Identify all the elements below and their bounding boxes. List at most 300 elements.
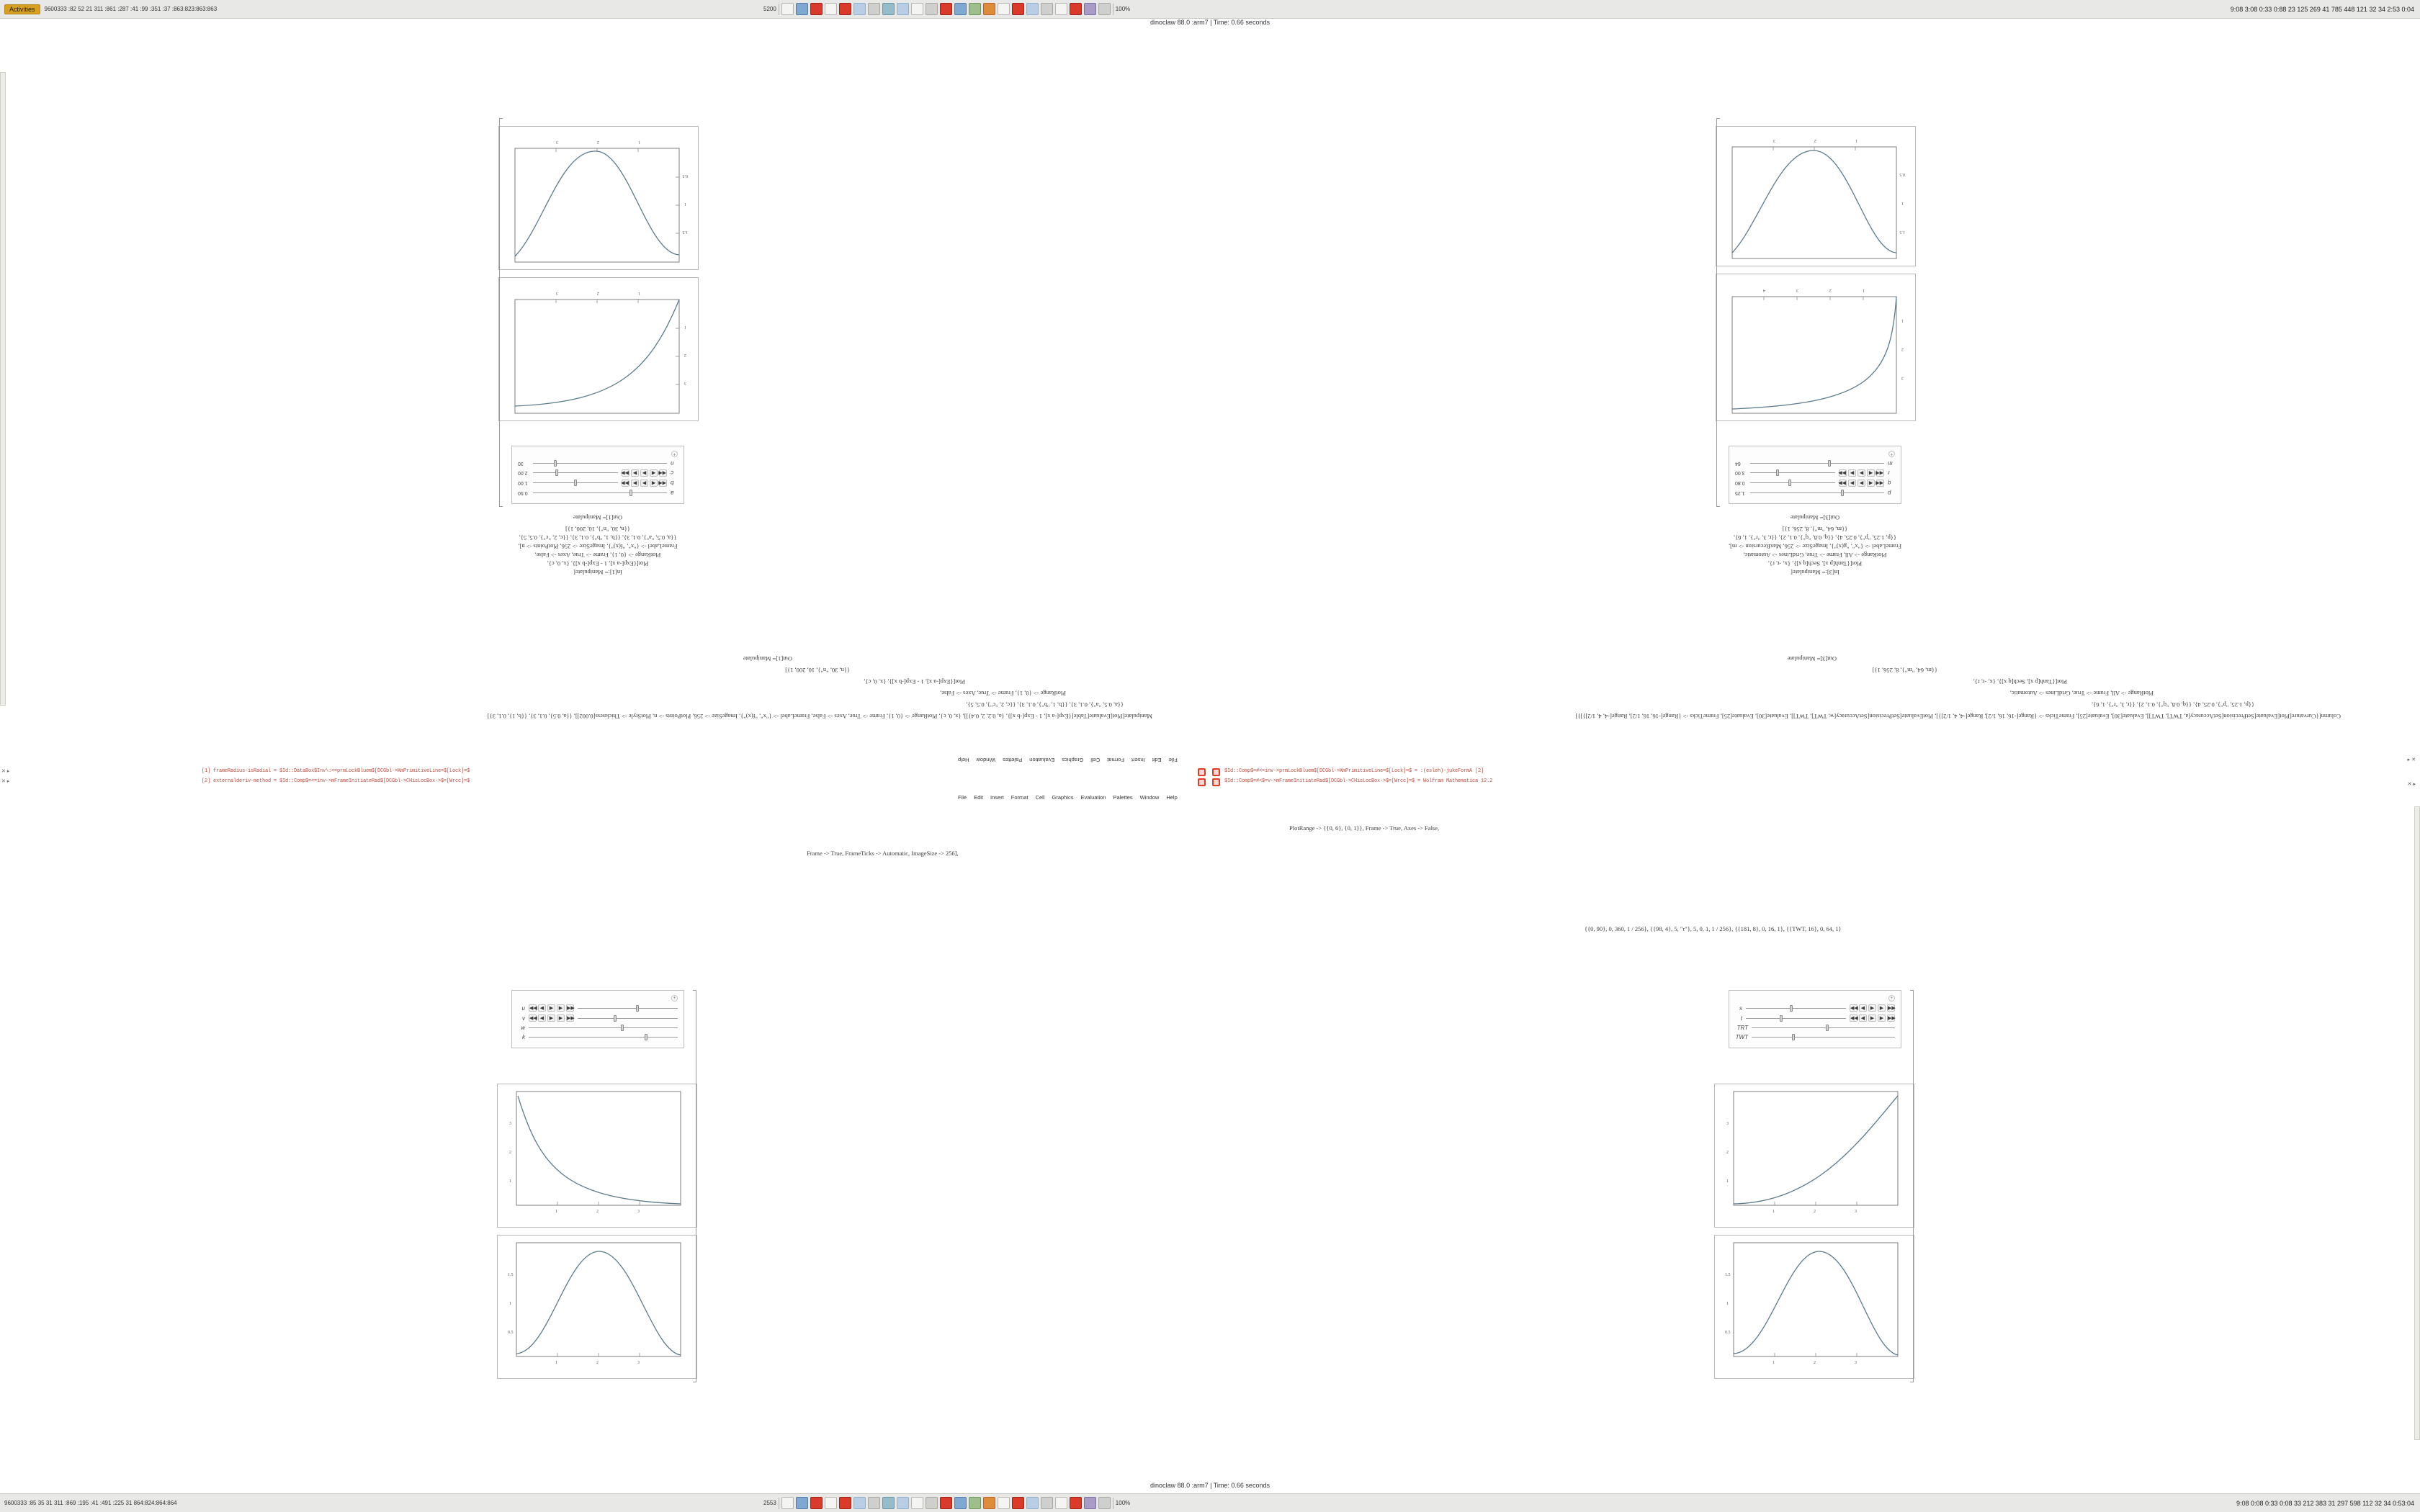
image-icon[interactable] (882, 1497, 895, 1509)
svg-text:2: 2 (509, 1151, 511, 1155)
step-forward-icon[interactable]: ▶ (1848, 469, 1856, 477)
svg-text:1: 1 (684, 325, 686, 329)
svg-text:1: 1 (1901, 201, 1904, 205)
animator-buttons[interactable] (622, 480, 667, 487)
code-line: Out[3]= Manipulate (1790, 514, 1840, 521)
menu-bar-mirrored[interactable] (958, 757, 1178, 763)
window-title-top: dinoclaw 88.0 :arm7 | Time: 0.66 seconds (1150, 19, 1270, 26)
step-back-icon[interactable]: ◀ (1867, 480, 1875, 487)
svg-text:3: 3 (1855, 1361, 1857, 1365)
control-label: p (1888, 490, 1891, 496)
svg-text:4: 4 (1763, 288, 1765, 292)
svg-text:3: 3 (509, 1122, 511, 1126)
svg-text:0.5: 0.5 (682, 174, 688, 178)
notebook-pane-bottom-left (497, 990, 699, 1444)
python-icon[interactable] (1041, 1497, 1053, 1509)
menu-item-cell[interactable]: Cell (1090, 757, 1101, 763)
control-value: 1.25 (1735, 490, 1745, 495)
control-label: k (522, 1034, 525, 1040)
window-controls-right-2[interactable]: ✕ ▸ (2407, 782, 2416, 787)
menu-item-help[interactable]: Help (1166, 794, 1178, 801)
top-system-bar (0, 0, 2420, 19)
step-back-icon[interactable]: ◀ (650, 469, 658, 477)
video-icon[interactable] (954, 3, 967, 15)
control-row[interactable] (1735, 460, 1895, 467)
svg-text:3: 3 (1726, 1122, 1729, 1126)
slider-trt[interactable] (1752, 1025, 1895, 1031)
code-line: Manipulate[Plot[Evaluate[Table[{Exp[-a x], 1 - Exp[-b x]}, {a, 0.2, 2, 0.4}]], {x, 0, c}, PlotRange -> {0, 1}, Frame -> True, Axes -> False, FrameLabel -> {"x", "f(x)"}, ImageSize -> 256, PlotPoints -> n, PlotStyle -> Thickness[0.002]], {{a, 0.5}, 0.1, 3}, {{b, 1}, 0.1, 3}] (487, 713, 1152, 720)
svg-text:1: 1 (1773, 1361, 1775, 1365)
network-icon[interactable] (1026, 1497, 1039, 1509)
database-icon[interactable] (1012, 1497, 1024, 1509)
notebook-pane-top-right (1714, 86, 1916, 576)
animator-buttons[interactable] (1839, 469, 1884, 477)
taskbar-index: 5200 (763, 6, 776, 12)
animator-buttons[interactable] (1839, 480, 1884, 487)
svg-text:1.5: 1.5 (508, 1273, 514, 1277)
code-line: Out[1]= Manipulate (573, 514, 623, 521)
long-code-line-values: {{0, 90}, 0, 360, 1 / 256}, {{98, 4}, 5, "r"}, 5, 0, 1, 1 / 256}, {{181, 8}, 0, 16, 1}, {{TWT, 16}, 0, 64, 1} (1585, 925, 1842, 932)
music-icon[interactable] (940, 3, 952, 15)
step-back-icon[interactable]: ◀ (1859, 1004, 1867, 1012)
control-row[interactable] (1735, 490, 1895, 496)
input-line-left[interactable]: [1] frameRadius-isRadial = $Id::DataBox$Inv\:<=prmLockBluem$[DCGbl->KmPrimitiveLine=$[Lock]=$ (202, 768, 470, 774)
slider-w[interactable] (529, 1025, 678, 1031)
slider-b[interactable] (533, 480, 618, 487)
manipulate-panel[interactable] (511, 446, 684, 504)
monitor-icon[interactable] (1055, 3, 1067, 15)
control-value: 1.00 (518, 480, 528, 486)
video-icon[interactable] (954, 1497, 967, 1509)
svg-text:2: 2 (684, 353, 686, 357)
menu-item-evaluation[interactable]: Evaluation (1029, 757, 1055, 763)
svg-text:3: 3 (1901, 376, 1904, 380)
long-code-line-left: Frame -> True, FrameTicks -> Automatic, ImageSize -> 256], (807, 850, 959, 857)
scrollbar-right[interactable] (2414, 806, 2420, 1440)
scrollbar-left[interactable] (0, 72, 6, 706)
svg-text:1: 1 (555, 1210, 557, 1214)
expand-icon[interactable]: + (671, 451, 678, 457)
slider-k[interactable] (529, 1034, 678, 1040)
animator-buttons[interactable] (622, 469, 667, 477)
editor-icon[interactable] (796, 1497, 808, 1509)
plot-svg (1715, 1236, 1914, 1378)
window-title-bottom: dinoclaw 88.0 :arm7 | Time: 0.66 seconds (1150, 1482, 1270, 1489)
code-line: Plot[{Exp[-a x], 1 - Exp[-b x]}, {x, 0, c}, (547, 560, 649, 567)
manipulate-panel[interactable] (511, 990, 684, 1048)
control-row[interactable] (1735, 1034, 1895, 1040)
input-line-left[interactable]: [2] externalderiv-method = $Id::Comp$=<=inv->mFrameInitiateRad$[DCGbl->CHisLocBox->$=[Wrcc]=$ (202, 778, 470, 784)
code-line: {{n, 30, "n"}, 10, 200, 1}] (785, 667, 850, 674)
slider-q[interactable] (1750, 480, 1835, 487)
code-line: PlotRange -> All, Frame -> True, GridLines -> Automatic, (1743, 552, 1887, 559)
chat-icon[interactable] (998, 1497, 1010, 1509)
code-block-left-middle (259, 626, 1152, 720)
control-row[interactable] (1735, 1014, 1895, 1022)
menu-item-file[interactable]: File (1168, 757, 1178, 763)
menu-bar[interactable] (958, 794, 1178, 801)
menu-item-window[interactable]: Window (1139, 794, 1160, 801)
python-icon[interactable] (1041, 3, 1053, 15)
svg-text:2: 2 (596, 1361, 599, 1365)
terminal-icon[interactable] (868, 1497, 880, 1509)
step-back-icon[interactable]: ◀ (1859, 1014, 1867, 1022)
svg-text:2: 2 (1726, 1151, 1729, 1155)
notebook-pane-top-left (497, 86, 699, 576)
play-icon[interactable]: ▶ (547, 1004, 555, 1012)
settings-icon[interactable] (969, 1497, 981, 1509)
mail-icon[interactable] (897, 1497, 909, 1509)
menu-item-graphics[interactable]: Graphics (1052, 794, 1074, 801)
selection-box-2[interactable] (1212, 768, 1220, 776)
plot-graphics-upper[interactable] (1714, 1084, 1914, 1228)
plot-graphics-lower[interactable] (1716, 274, 1916, 421)
close-icon-row-2[interactable]: ✕ ▸ (1, 779, 10, 784)
rewind-icon[interactable]: ◀◀ (529, 1016, 537, 1021)
plot-graphics-lower[interactable] (498, 277, 699, 421)
input-line-right[interactable]: $Id::Comp$=#<=inv->prmLockBluem$[DCGbl->KmPrimitiveLine=$[Lock]=$ = :(esleh)-jukeFormA [2] (1224, 768, 1484, 774)
host-info-top: 9600333 :82 52 21 311 :861 :287 :41 :99 :351 :37 :863:823:863:863 (44, 6, 218, 12)
svg-text:1.5: 1.5 (682, 230, 688, 234)
animator-buttons[interactable] (1850, 1014, 1895, 1022)
control-label: m (1888, 460, 1893, 467)
step-forward-icon[interactable]: ▶ (631, 469, 639, 477)
rewind-icon[interactable]: ◀◀ (1850, 1016, 1858, 1021)
plot-svg (1716, 274, 1915, 420)
menu-item-help[interactable]: Help (958, 757, 969, 763)
svg-text:2: 2 (1829, 288, 1832, 292)
notes-icon[interactable] (825, 1497, 837, 1509)
control-value: 3.00 (1735, 470, 1745, 476)
calc-icon[interactable] (911, 1497, 923, 1509)
control-row[interactable] (1735, 1025, 1895, 1031)
menu-item-insert[interactable]: Insert (990, 794, 1004, 801)
control-label: TRT (1736, 1025, 1748, 1031)
fast-forward-icon[interactable]: ▶▶ (567, 1016, 575, 1021)
svg-text:1: 1 (509, 1179, 511, 1184)
browser-icon[interactable] (853, 3, 866, 15)
animator-buttons[interactable] (529, 1004, 574, 1012)
code-line: {{a, 0.5, "a"}, 0.1, 3}, {{b, 1, "b"}, 0.1, 3}, {{c, 2, "c"}, 0.5, 5}, (966, 701, 1124, 708)
archive-icon[interactable] (926, 3, 938, 15)
step-forward-icon[interactable]: ▶ (631, 480, 639, 487)
plot-svg (498, 1084, 696, 1227)
files-icon[interactable] (781, 1497, 794, 1509)
clock-icon[interactable] (1098, 3, 1111, 15)
slider-n[interactable] (533, 460, 667, 467)
svg-text:3: 3 (637, 1210, 640, 1214)
rewind-icon[interactable]: ◀◀ (1850, 1006, 1858, 1011)
control-label: b (671, 480, 674, 487)
control-label: TWT (1735, 1034, 1748, 1040)
system-clock-top: 9:08 3:08 0:33 0:88 23 125 269 41 785 448 121 32 34 2:53 0:04 (2230, 5, 2414, 13)
control-row[interactable] (1735, 1004, 1895, 1012)
code-line: PlotRange -> {0, 1}, Frame -> True, Axes -> False, (940, 690, 1066, 697)
expand-icon[interactable]: + (671, 995, 678, 1002)
plot-svg (1715, 1084, 1914, 1227)
bottom-taskbar-icons[interactable] (763, 1497, 1130, 1509)
svg-text:3: 3 (1855, 1210, 1857, 1214)
terminal-icon[interactable] (868, 3, 880, 15)
control-row[interactable] (518, 1014, 678, 1022)
svg-text:1.5: 1.5 (1899, 230, 1905, 234)
svg-text:2: 2 (597, 140, 599, 144)
notes-icon[interactable] (825, 3, 837, 15)
control-row[interactable] (518, 1004, 678, 1012)
menu-item-window[interactable]: Window (976, 757, 996, 763)
svg-text:2: 2 (596, 1210, 599, 1214)
mail-icon[interactable] (897, 3, 909, 15)
slider-twt[interactable] (1752, 1034, 1895, 1040)
slider-u[interactable] (578, 1005, 678, 1012)
menu-item-insert[interactable]: Insert (1131, 757, 1145, 763)
control-value: 2.00 (518, 470, 528, 476)
svg-text:1: 1 (638, 140, 640, 144)
svg-text:1: 1 (1855, 138, 1857, 143)
monitor-icon[interactable] (1055, 1497, 1067, 1509)
svg-text:1: 1 (1863, 288, 1865, 292)
code-line: Column[{Curvature[Plot[Evaluate[SetPrecision[SetAccuracy[a, TWT], TWT]], Evaluate[30], Evaluate[25], FrameTicks -> {Range[-16, 16, 1/2], Range[-4, 4, 1/2]}], PlotEvaluate[SetPrecision[SetAccuracy[w, TWT], TWT]], Evaluate[30], Evaluate[25], FrameTicks -> {Range[-16, 16, 1/2], Range[-4, 4, 1/2]}]}] (1575, 713, 2341, 720)
selection-box-4[interactable] (1212, 778, 1220, 786)
editor-icon[interactable] (796, 3, 808, 15)
window-controls-right[interactable]: ▸ ✕ (2407, 757, 2416, 762)
selection-box-1[interactable] (1198, 768, 1206, 776)
control-row[interactable] (518, 490, 678, 496)
svg-text:0.5: 0.5 (1725, 1331, 1731, 1335)
plot-graphics-lower[interactable] (1714, 1235, 1914, 1379)
mathematica-icon[interactable] (810, 1497, 823, 1509)
settings-icon[interactable] (969, 3, 981, 15)
input-line-right[interactable]: $Id::Comp$=#<$=v->mFrameInitiateRad$[DCGbl->CHisLocBox->$=[Wrcc]=$ = Wolfram Mathematica 12.2 (1224, 778, 1493, 784)
close-icon-row-1[interactable]: ✕ ▸ (1, 769, 10, 774)
control-row[interactable] (1735, 469, 1895, 477)
top-taskbar-icons[interactable] (763, 3, 1130, 15)
plot-graphics-lower[interactable] (497, 1235, 697, 1379)
animator-buttons[interactable] (1850, 1004, 1895, 1012)
fast-forward-icon[interactable]: ▶▶ (1888, 1016, 1896, 1021)
fast-forward-icon[interactable]: ▶▶ (621, 480, 629, 485)
code-line: Out[1]= Manipulate (743, 655, 792, 662)
image-icon[interactable] (882, 3, 895, 15)
selection-box-3[interactable] (1198, 778, 1206, 786)
gimp-icon[interactable] (983, 1497, 995, 1509)
menu-item-edit[interactable]: Edit (1152, 757, 1162, 763)
calc-icon[interactable] (911, 3, 923, 15)
step-back-icon[interactable]: ◀ (538, 1004, 546, 1012)
database-icon[interactable] (1012, 3, 1024, 15)
slider-r[interactable] (1750, 470, 1835, 477)
svg-text:3: 3 (1796, 288, 1798, 292)
plot-svg (499, 127, 698, 269)
play-icon[interactable]: ▶ (1868, 1004, 1876, 1012)
music-icon[interactable] (940, 1497, 952, 1509)
fast-forward-icon[interactable]: ▶▶ (567, 1006, 575, 1011)
play-icon[interactable]: ▶ (547, 1014, 555, 1022)
chat-icon[interactable] (998, 3, 1010, 15)
svg-text:3: 3 (684, 381, 686, 385)
activities-button[interactable]: Activities (4, 4, 40, 14)
control-row[interactable] (518, 1034, 678, 1040)
plot-graphics-upper[interactable] (497, 1084, 697, 1228)
code-line: {{p, 1.25, "p"}, 0.25, 4}, {{q, 0.8, "q"}, 0.1, 2}, {{r, 3, "r"}, 1, 6}, (1734, 534, 1896, 541)
code-block-right-middle (1289, 626, 2341, 720)
recorder-icon[interactable] (839, 3, 851, 15)
camera-icon[interactable] (1070, 3, 1082, 15)
files-icon[interactable] (781, 3, 794, 15)
camera-icon[interactable] (1070, 1497, 1082, 1509)
code-line: Plot[{Exp[-a x], 1 - Exp[-b x]}, {x, 0, c}, (864, 678, 965, 685)
svg-text:1: 1 (509, 1302, 511, 1306)
play-icon[interactable]: ▶ (1857, 480, 1865, 487)
svg-text:1: 1 (1773, 1210, 1775, 1214)
menu-item-format[interactable]: Format (1107, 757, 1124, 763)
control-value: 0.80 (1735, 480, 1745, 486)
menu-item-cell[interactable]: Cell (1035, 794, 1045, 801)
clock-icon[interactable] (1098, 1497, 1111, 1509)
step-back-icon[interactable]: ◀ (1867, 469, 1875, 477)
fast-forward-icon[interactable]: ▶▶ (1888, 1006, 1896, 1011)
svg-text:1.5: 1.5 (1725, 1273, 1731, 1277)
slider-m[interactable] (1750, 460, 1884, 467)
svg-text:1: 1 (1726, 1179, 1729, 1184)
plot-graphics-upper[interactable] (1716, 126, 1916, 266)
input-line-row-1[interactable] (0, 768, 2420, 778)
plot-graphics-upper[interactable] (498, 126, 699, 270)
expand-icon[interactable]: + (1888, 451, 1895, 457)
play-icon[interactable]: ▶ (1857, 469, 1865, 477)
menu-item-graphics[interactable]: Graphics (1062, 757, 1084, 763)
code-line: {{m, 64, "m"}, 8, 256, 1}] (1872, 667, 1937, 674)
disk-icon[interactable] (1084, 3, 1096, 15)
manipulate-panel[interactable] (1729, 990, 1901, 1048)
cell-bracket[interactable] (499, 118, 503, 507)
recorder-icon[interactable] (839, 1497, 851, 1509)
play-icon[interactable]: ▶ (1868, 1014, 1876, 1022)
slider-c[interactable] (533, 470, 618, 477)
step-forward-icon[interactable]: ▶ (557, 1004, 565, 1012)
menu-item-palettes[interactable]: Palettes (1003, 757, 1023, 763)
gimp-icon[interactable] (983, 3, 995, 15)
animator-buttons[interactable] (529, 1014, 574, 1022)
slider-v[interactable] (578, 1015, 678, 1022)
control-label: r (1888, 469, 1890, 477)
fast-forward-icon[interactable]: ▶▶ (1838, 470, 1846, 475)
control-label: a (671, 490, 674, 496)
fast-forward-icon[interactable]: ▶▶ (621, 470, 629, 475)
svg-text:2: 2 (597, 291, 599, 295)
slider-t[interactable] (1746, 1015, 1846, 1022)
taskbar-index-bottom: 2553 (763, 1500, 776, 1506)
control-value: 0.50 (518, 490, 528, 495)
control-value: 30 (518, 461, 524, 466)
code-line: {{n, 30, "n"}, 10, 200, 1}] (565, 526, 630, 533)
svg-text:2: 2 (1901, 347, 1904, 351)
control-label: v (522, 1014, 525, 1022)
plot-svg (498, 1236, 696, 1378)
rewind-icon[interactable]: ◀◀ (1876, 480, 1883, 485)
control-label: q (1888, 480, 1891, 487)
system-clock-bottom: 9:08 0:08 0:33 0:08 33 212 383 31 297 598 112 32 34 0:53:04 (2236, 1499, 2414, 1507)
slider-s[interactable] (1746, 1005, 1846, 1012)
control-label: t (1740, 1014, 1742, 1022)
step-forward-icon[interactable]: ▶ (1878, 1014, 1886, 1022)
menu-item-palettes[interactable]: Palettes (1113, 794, 1133, 801)
rewind-icon[interactable]: ◀◀ (529, 1006, 537, 1011)
slider-a[interactable] (533, 490, 667, 496)
input-line-row-2[interactable] (0, 778, 2420, 788)
svg-text:2: 2 (1814, 138, 1816, 143)
step-forward-icon[interactable]: ▶ (557, 1014, 565, 1022)
step-back-icon[interactable]: ◀ (650, 480, 658, 487)
code-line: {{p, 1.25, "p"}, 0.25, 4}, {{q, 0.8, "q"}, 0.1, 2}, {{r, 3, "r"}, 1, 6}, (2092, 701, 2254, 708)
control-row[interactable] (518, 469, 678, 477)
control-row[interactable] (518, 1025, 678, 1031)
control-row[interactable] (1735, 480, 1895, 487)
expand-icon[interactable]: + (1888, 995, 1895, 1002)
rewind-icon[interactable]: ◀◀ (658, 470, 666, 475)
menu-item-file[interactable]: File (958, 794, 967, 801)
control-label: c (671, 469, 673, 477)
step-back-icon[interactable]: ◀ (538, 1014, 546, 1022)
svg-text:1: 1 (684, 202, 686, 206)
cell-bracket[interactable] (1716, 118, 1720, 507)
browser-icon[interactable] (853, 1497, 866, 1509)
cell-bracket[interactable] (1910, 990, 1914, 1382)
rewind-icon[interactable]: ◀◀ (658, 480, 666, 485)
fast-forward-icon[interactable]: ▶▶ (1838, 480, 1846, 485)
zoom-level-top[interactable]: 100% (1115, 6, 1131, 12)
svg-text:3: 3 (637, 1361, 640, 1365)
code-line: PlotRange -> {0, 1}, Frame -> True, Axes -> False, (534, 552, 661, 559)
long-code-line-right: PlotRange -> {{0, 6}, {0, 1}}, Frame -> True, Axes -> False, (1289, 824, 1440, 832)
step-forward-icon[interactable]: ▶ (1848, 480, 1856, 487)
manipulate-panel[interactable] (1729, 446, 1901, 504)
rewind-icon[interactable]: ◀◀ (1876, 470, 1883, 475)
slider-p[interactable] (1750, 490, 1884, 496)
svg-text:3: 3 (556, 291, 558, 295)
svg-text:2: 2 (1814, 1361, 1816, 1365)
host-info-bottom: 9600333 :85 35 31 311 :869 :195 :41 :491 :225 31 864:824:864:864 (4, 1500, 177, 1506)
svg-text:0.5: 0.5 (1899, 172, 1905, 176)
notebook-canvas (0, 29, 2420, 1482)
code-line: Plot[{Tanh[p x], Sech[q x]}, {x, -r, r}, (1767, 560, 1863, 567)
menu-item-edit[interactable]: Edit (974, 794, 984, 801)
top-bar-right (2231, 6, 2414, 13)
control-label: n (671, 460, 674, 467)
focused-input-strip (0, 752, 2420, 806)
step-forward-icon[interactable]: ▶ (1878, 1004, 1886, 1012)
code-line: FrameLabel -> {"x", "f(x)"}, ImageSize -> 256, PlotPoints -> n], (518, 543, 678, 550)
code-line: {{a, 0.5, "a"}, 0.1, 3}, {{b, 1, "b"}, 0.1, 3}, {{c, 2, "c"}, 0.5, 5}, (519, 534, 677, 541)
control-row[interactable] (518, 460, 678, 467)
network-icon[interactable] (1026, 3, 1039, 15)
zoom-level-bottom[interactable]: 100% (1115, 1500, 1131, 1506)
code-line: {{m, 64, "m"}, 8, 256, 1}] (1782, 526, 1848, 533)
play-icon[interactable]: ▶ (640, 469, 648, 477)
bottom-system-bar (0, 1493, 2420, 1512)
top-bar-left (0, 4, 217, 14)
control-row[interactable] (518, 480, 678, 487)
menu-item-evaluation[interactable]: Evaluation (1080, 794, 1106, 801)
control-label: w (521, 1025, 525, 1031)
archive-icon[interactable] (926, 1497, 938, 1509)
code-line: In[1]:= Manipulate[ (573, 569, 622, 576)
mathematica-icon[interactable] (810, 3, 823, 15)
play-icon[interactable]: ▶ (640, 480, 648, 487)
cell-bracket[interactable] (693, 990, 696, 1382)
menu-item-format[interactable]: Format (1010, 794, 1028, 801)
disk-icon[interactable] (1084, 1497, 1096, 1509)
